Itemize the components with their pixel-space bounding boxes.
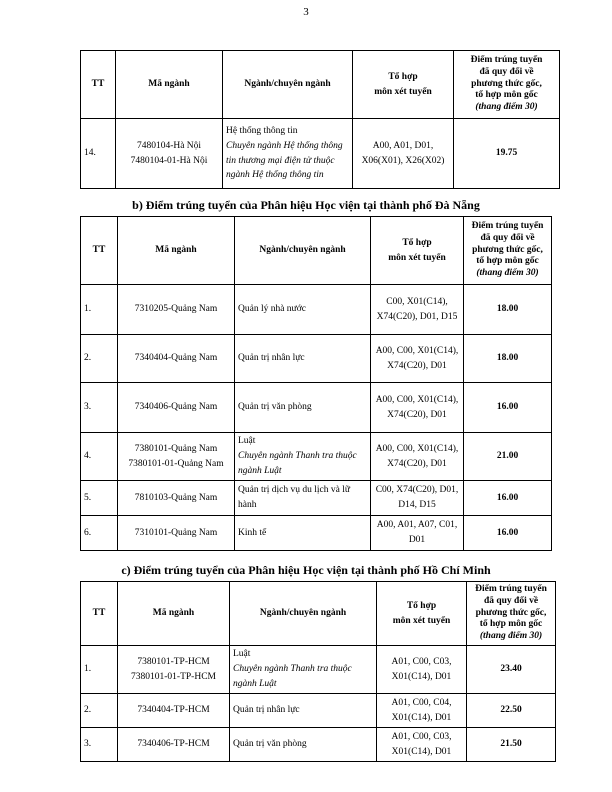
table-row xyxy=(81,694,556,728)
header-code: Mã ngành xyxy=(118,217,235,285)
cell-combo: A00, A01, D01, X06(X01), X26(X02) xyxy=(353,119,454,189)
cell-code: 7340404-TP-HCM xyxy=(118,694,230,728)
cell-code-line: 7380101-TP-HCM xyxy=(137,656,210,667)
table-row xyxy=(81,481,552,516)
header-combo xyxy=(371,217,464,285)
cell-major-line: Chuyên ngành Hệ thống thông tin thương mại điện tử thuộc ngành Hệ thống thông tin xyxy=(226,140,343,181)
cell-combo: A00, C00, X01(C14), X74(C20), D01 xyxy=(371,335,464,383)
header-combo-line: Tổ hợp xyxy=(406,600,437,611)
cell-code-line: 7380101-01-TP-HCM xyxy=(131,671,216,682)
cell-tt: 1. xyxy=(81,285,118,335)
cell-combo: C00, X01(C14), X74(C20), D01, D15 xyxy=(371,285,464,335)
cell-score: 19.75 xyxy=(454,119,560,189)
cell-code-line: 7380101-01-Quảng Nam xyxy=(128,458,224,469)
cell-major-line: Chuyên ngành Thanh tra thuộc ngành Luật xyxy=(233,664,352,689)
cell-combo: A00, C00, X01(C14), X74(C20), D01 xyxy=(371,383,464,433)
header-score xyxy=(467,582,556,646)
cell-score: 22.50 xyxy=(467,694,556,728)
header-score-line: phương thức gốc, xyxy=(472,244,543,255)
table-hanoi-continued xyxy=(80,50,560,189)
header-score-line: đã quy đổi về xyxy=(480,232,535,243)
cell-major-line: Chuyên ngành Thanh tra thuộc ngành Luật xyxy=(238,451,357,476)
cell-major xyxy=(223,119,353,189)
cell-tt: 14. xyxy=(81,119,116,189)
cell-score: 21.00 xyxy=(464,433,552,481)
cell-combo: A01, C00, C03, X01(C14), D01 xyxy=(377,646,467,694)
cell-tt: 3. xyxy=(81,728,118,762)
cell-combo: C00, X74(C20), D01, D14, D15 xyxy=(371,481,464,516)
cell-code: 7310205-Quảng Nam xyxy=(118,285,235,335)
section-title-c: c) Điểm trúng tuyển của Phân hiệu Học viện tại thành phố Hồ Chí Minh xyxy=(121,563,491,577)
header-major: Ngành/chuyên ngành xyxy=(235,217,371,285)
cell-major: Quản trị nhân lực xyxy=(235,335,371,383)
cell-code xyxy=(118,433,235,481)
table-row xyxy=(81,433,552,481)
table-da-nang xyxy=(80,216,552,551)
header-code: Mã ngành xyxy=(116,51,223,119)
header-score-line: tổ hợp môn gốc xyxy=(475,90,538,101)
cell-code: 7310101-Quảng Nam xyxy=(118,516,235,551)
header-score xyxy=(464,217,552,285)
header-combo xyxy=(353,51,454,119)
page-number: 3 xyxy=(303,6,309,18)
cell-combo: A00, A01, A07, C01, D01 xyxy=(371,516,464,551)
cell-combo: A00, C00, X01(C14), X74(C20), D01 xyxy=(371,433,464,481)
table-header-row xyxy=(81,582,556,646)
cell-score: 16.00 xyxy=(464,481,552,516)
cell-major-line: Hệ thống thông tin xyxy=(226,126,298,137)
cell-tt: 2. xyxy=(81,694,118,728)
cell-tt: 3. xyxy=(81,383,118,433)
cell-major: Quản trị nhân lực xyxy=(230,694,377,728)
cell-tt: 4. xyxy=(81,433,118,481)
cell-score: 21.50 xyxy=(467,728,556,762)
cell-tt: 6. xyxy=(81,516,118,551)
header-score-line: tổ hợp môn gốc xyxy=(479,619,543,630)
header-score-line: Điểm trúng tuyển xyxy=(471,220,544,231)
header-score-line: đã quy đổi về xyxy=(483,595,539,606)
header-combo-line: môn xét tuyển xyxy=(374,86,432,97)
header-score-line: phương thức gốc, xyxy=(475,607,547,618)
header-combo-line: Tổ hợp xyxy=(388,71,418,82)
cell-score: 23.40 xyxy=(467,646,556,694)
cell-major xyxy=(235,433,371,481)
cell-major: Quản trị văn phòng xyxy=(235,383,371,433)
header-code: Mã ngành xyxy=(118,582,230,646)
cell-code-line: 7480104-01-Hà Nội xyxy=(130,155,208,166)
cell-combo: A01, C00, C04, X01(C14), D01 xyxy=(377,694,467,728)
cell-score: 18.00 xyxy=(464,285,552,335)
header-score-line: Điểm trúng tuyển xyxy=(475,583,547,594)
cell-code: 7810103-Quảng Nam xyxy=(118,481,235,516)
table-row xyxy=(81,383,552,433)
header-score-note: (thang điểm 30) xyxy=(479,631,543,642)
cell-code xyxy=(118,646,230,694)
header-combo xyxy=(377,582,467,646)
header-score-line: phương thức gốc, xyxy=(471,78,542,89)
cell-major-line: Luật xyxy=(233,649,251,660)
header-tt: TT xyxy=(81,51,116,119)
table-header-row xyxy=(81,51,560,119)
cell-code: 7340406-TP-HCM xyxy=(118,728,230,762)
cell-tt: 1. xyxy=(81,646,118,694)
cell-code-line: 7480104-Hà Nội xyxy=(136,140,202,151)
table-row xyxy=(81,728,556,762)
header-combo-line: Tổ hợp xyxy=(402,237,432,248)
cell-code-line: 7380101-Quảng Nam xyxy=(134,443,218,454)
table-ho-chi-minh xyxy=(80,581,556,762)
header-score-line: Điểm trúng tuyển xyxy=(470,54,543,65)
cell-score: 16.00 xyxy=(464,383,552,433)
cell-score: 16.00 xyxy=(464,516,552,551)
table-row xyxy=(81,119,560,189)
header-tt: TT xyxy=(81,582,118,646)
cell-major xyxy=(230,646,377,694)
header-score xyxy=(454,51,560,119)
cell-code xyxy=(116,119,223,189)
header-major: Ngành/chuyên ngành xyxy=(223,51,353,119)
header-tt: TT xyxy=(81,217,118,285)
cell-major: Quản trị văn phòng xyxy=(230,728,377,762)
section-title-b: b) Điểm trúng tuyển của Phân hiệu Học viện tại thành phố Đà Nẵng xyxy=(132,198,480,212)
cell-tt: 2. xyxy=(81,335,118,383)
cell-code: 7340404-Quảng Nam xyxy=(118,335,235,383)
table-header-row xyxy=(81,217,552,285)
header-score-note: (thang điểm 30) xyxy=(476,268,539,279)
header-major: Ngành/chuyên ngành xyxy=(230,582,377,646)
cell-major: Quản lý nhà nước xyxy=(235,285,371,335)
cell-combo: A01, C00, C03, X01(C14), D01 xyxy=(377,728,467,762)
header-combo-line: môn xét tuyển xyxy=(388,252,446,263)
header-score-line: đã quy đổi về xyxy=(479,66,534,77)
table-row xyxy=(81,285,552,335)
cell-major: Kinh tế xyxy=(235,516,371,551)
cell-tt: 5. xyxy=(81,481,118,516)
header-combo-line: môn xét tuyển xyxy=(392,615,451,626)
table-row xyxy=(81,335,552,383)
cell-major-line: Luật xyxy=(238,436,256,447)
table-row xyxy=(81,646,556,694)
header-score-note: (thang điểm 30) xyxy=(475,102,538,113)
cell-code: 7340406-Quảng Nam xyxy=(118,383,235,433)
cell-major: Quản trị dịch vụ du lịch và lữ hành xyxy=(235,481,371,516)
table-row xyxy=(81,516,552,551)
header-score-line: tổ hợp môn gốc xyxy=(476,256,539,267)
cell-score: 18.00 xyxy=(464,335,552,383)
